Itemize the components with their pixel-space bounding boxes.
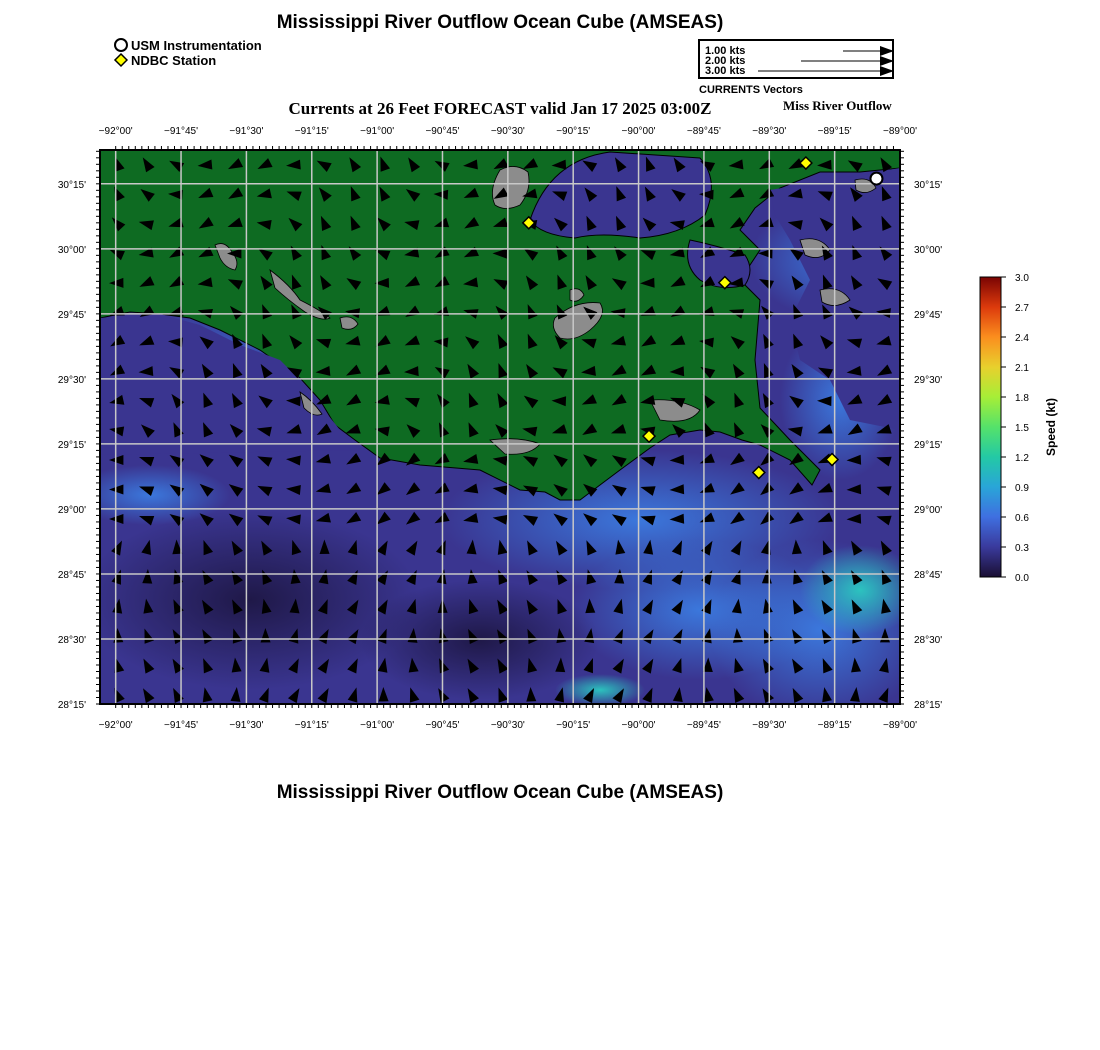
lon-tick-label: −89°45' [686,720,721,731]
lon-tick-label: −90°45' [425,126,460,137]
lon-tick-label: −90°30' [490,126,525,137]
colorbar-tick-label: 3.0 [1015,273,1029,284]
lon-tick-label: −91°15' [294,720,329,731]
lon-tick-label: −91°45' [164,720,199,731]
colorbar-tick-label: 1.5 [1015,423,1029,434]
lon-tick-label: −91°30' [229,720,264,731]
map-title: Mississippi River Outflow Ocean Cube (AMSEAS) [276,12,724,33]
lon-tick-label: −89°30' [752,126,787,137]
lon-tick-label: −89°15' [817,126,852,137]
lat-tick-label: 29°00' [57,504,86,516]
colorbar-tick-label: 0.0 [1015,573,1029,584]
lat-tick-label: 28°30' [57,634,86,646]
colorbar-tick-label: 0.9 [1015,483,1029,494]
lat-tick-label: 29°45' [914,309,943,321]
lat-tick-label: 29°00' [914,504,943,516]
vector-key-label: 3.00 kts [705,65,746,77]
lon-tick-label: −89°15' [817,720,852,731]
vector-key-caption: CURRENTS Vectors [699,84,803,96]
lon-tick-label: −89°45' [686,126,721,137]
lat-tick-label: 29°30' [57,374,86,386]
lon-tick-label: −91°45' [164,126,199,137]
map-subtitle: Currents at 26 Feet FORECAST valid Jan 17 2025 03:00Z [288,99,712,118]
lon-tick-label: −92°00' [98,126,133,137]
vector-key-label: 2.00 kts [705,55,746,67]
lon-tick-label: −91°00' [360,720,395,731]
lon-tick-label: −89°30' [752,720,787,731]
lat-axis-left [58,180,86,711]
usm-station-marker [870,173,882,185]
lon-tick-label: −90°15' [556,126,591,137]
lon-axis-top [99,126,917,137]
lat-tick-label: 28°30' [914,634,943,646]
legend-ndbc-label: NDBC Station [131,52,217,68]
colorbar-ticks [1001,273,1029,584]
colorbar-tick-label: 2.4 [1015,333,1029,344]
lon-tick-label: −89°00' [883,720,917,731]
lat-tick-label: 30°00' [914,244,943,256]
lat-tick-label: 29°15' [914,439,943,451]
lon-tick-label: −90°00' [621,720,656,731]
lon-tick-label: −91°15' [294,126,329,137]
colorbar-ramp [980,277,1001,577]
lat-tick-label: 30°15' [57,179,86,191]
lat-tick-label: 28°45' [914,569,943,581]
lat-tick-label: 30°00' [57,244,86,256]
colorbar-tick-label: 0.6 [1015,513,1029,524]
lon-axis-bottom [99,720,917,731]
lat-tick-label: 29°45' [57,309,86,321]
lat-axis-right [914,180,942,711]
lon-tick-label: −91°30' [229,126,264,137]
lon-tick-label: −91°00' [360,126,395,137]
lat-tick-label: 30°15' [914,179,943,191]
vector-key-label: 1.00 kts [705,45,746,57]
lat-tick-label: 29°30' [914,374,943,386]
lon-tick-label: −92°00' [98,720,133,731]
second-panel-title: Mississippi River Outflow Ocean Cube (AMSEAS) [276,782,724,803]
lon-tick-label: −90°45' [425,720,460,731]
lon-tick-label: −90°00' [621,126,656,137]
legend-usm-label: USM Instrumentation [131,37,262,53]
region-label: Miss River Outflow [783,98,892,113]
lon-tick-label: −90°15' [556,720,591,731]
lon-tick-label: −89°00' [883,126,917,137]
colorbar-tick-label: 0.3 [1015,543,1029,554]
lat-tick-label: 28°45' [57,569,86,581]
colorbar-tick-label: 1.2 [1015,453,1029,464]
colorbar-tick-label: 2.7 [1015,303,1029,314]
lat-tick-label: 28°15' [914,700,943,711]
colorbar-tick-label: 2.1 [1015,363,1029,374]
lat-tick-label: 28°15' [57,700,86,711]
lon-tick-label: −90°30' [490,720,525,731]
lat-tick-label: 29°15' [57,439,86,451]
colorbar-tick-label: 1.8 [1015,393,1029,404]
colorbar [980,273,1058,584]
colorbar-label: Speed (kt) [1044,397,1058,457]
